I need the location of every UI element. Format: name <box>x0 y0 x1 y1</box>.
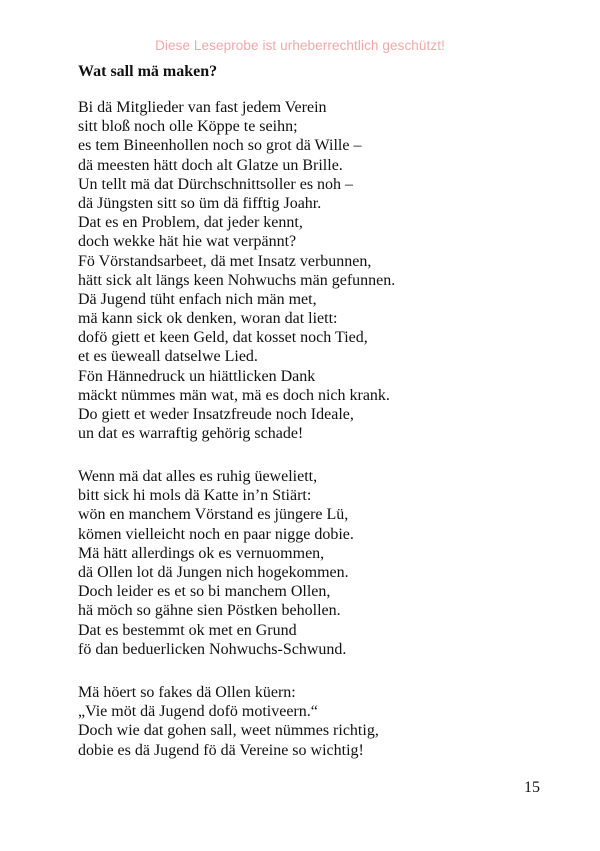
poem-line: wön en manchem Vörstand es jüngere Lü, <box>78 506 349 524</box>
poem-line: doch wekke hät hie wat verpännt? <box>78 233 297 251</box>
poem-line: dä Ollen lot dä Jungen nich hogekommen. <box>78 563 349 581</box>
poem-line: hätt sick alt längs keen Nohwuchs män gefunnen. <box>78 271 396 289</box>
poem-line: Mä höert so fakes dä Ollen küern: <box>78 684 296 701</box>
poem-line: dobie es dä Jugend fö dä Vereine so wichtig! <box>78 741 364 759</box>
poem-line: Un tellt mä dat Dürchschnittsoller es noh – <box>78 175 354 193</box>
poem-line: Bi dä Mitglieder van fast jedem Verein <box>78 99 327 116</box>
poem-line: Dat es bestemmt ok met en Grund <box>78 621 297 639</box>
poem-line: Dä Jugend tüht enfach nich män met, <box>78 290 317 308</box>
poem-line: et es üeweall datselwe Lied. <box>78 348 258 366</box>
poem-title: Wat sall mä maken? <box>78 63 218 80</box>
stanza <box>78 683 379 760</box>
poem-line: sitt bloß noch olle Köppe te seihn; <box>78 118 298 136</box>
stanza <box>78 467 354 659</box>
poem-line: dofö giett et keen Geld, dat kosset noch Tied, <box>78 329 368 347</box>
poem-line: dä meesten hätt doch alt Glatze un Brille. <box>78 156 343 174</box>
page-number: 15 <box>524 779 540 796</box>
poem-line: Wenn mä dat alles es ruhig üeweliett, <box>78 468 318 485</box>
stanza <box>78 98 395 443</box>
poem-line: „Vie möt dä Jugend dofö motiveern.“ <box>78 703 318 721</box>
poem-line: mä kann sick ok denken, woran dat liett: <box>78 310 338 328</box>
poem-line: fö dan beduerlicken Nohwuchs-Schwund. <box>78 640 347 658</box>
poem-line: hä möch so gähne sien Pöstken behollen. <box>78 602 341 620</box>
poem-line: Doch wie dat gohen sall, weet nümmes richtig, <box>78 722 379 740</box>
poem-line: dä Jüngsten sitt so üm dä fifftig Joahr. <box>78 194 322 212</box>
poem-line: Doch leider es et so bi manchem Ollen, <box>78 583 331 601</box>
copyright-watermark: Diese Leseprobe ist urheberrechtlich geschützt! <box>155 38 445 53</box>
poem-line: un dat es warraftig gehörig schade! <box>78 425 304 443</box>
poem-line: kömen vielleicht noch en paar nigge dobie. <box>78 525 354 543</box>
poem-line: bitt sick hi mols dä Katte in’n Stiärt: <box>78 487 312 505</box>
poem-line: Fön Hännedruck un hiättlicken Dank <box>78 367 316 385</box>
poem-line: mäckt nümmes män wat, mä es doch nich krank. <box>78 386 390 404</box>
poem-line: Mä hätt allerdings ok es vernuommen, <box>78 544 325 562</box>
poem-line: Do giett et weder Insatzfreude noch Ideale, <box>78 406 354 423</box>
poem-line: Dat es en Problem, dat jeder kennt, <box>78 214 303 232</box>
poem-line: Fö Vörstandsarbeet, dä met Insatz verbunnen, <box>78 252 372 270</box>
poem-line: es tem Bineenhollen noch so grot dä Wille – <box>78 137 362 155</box>
